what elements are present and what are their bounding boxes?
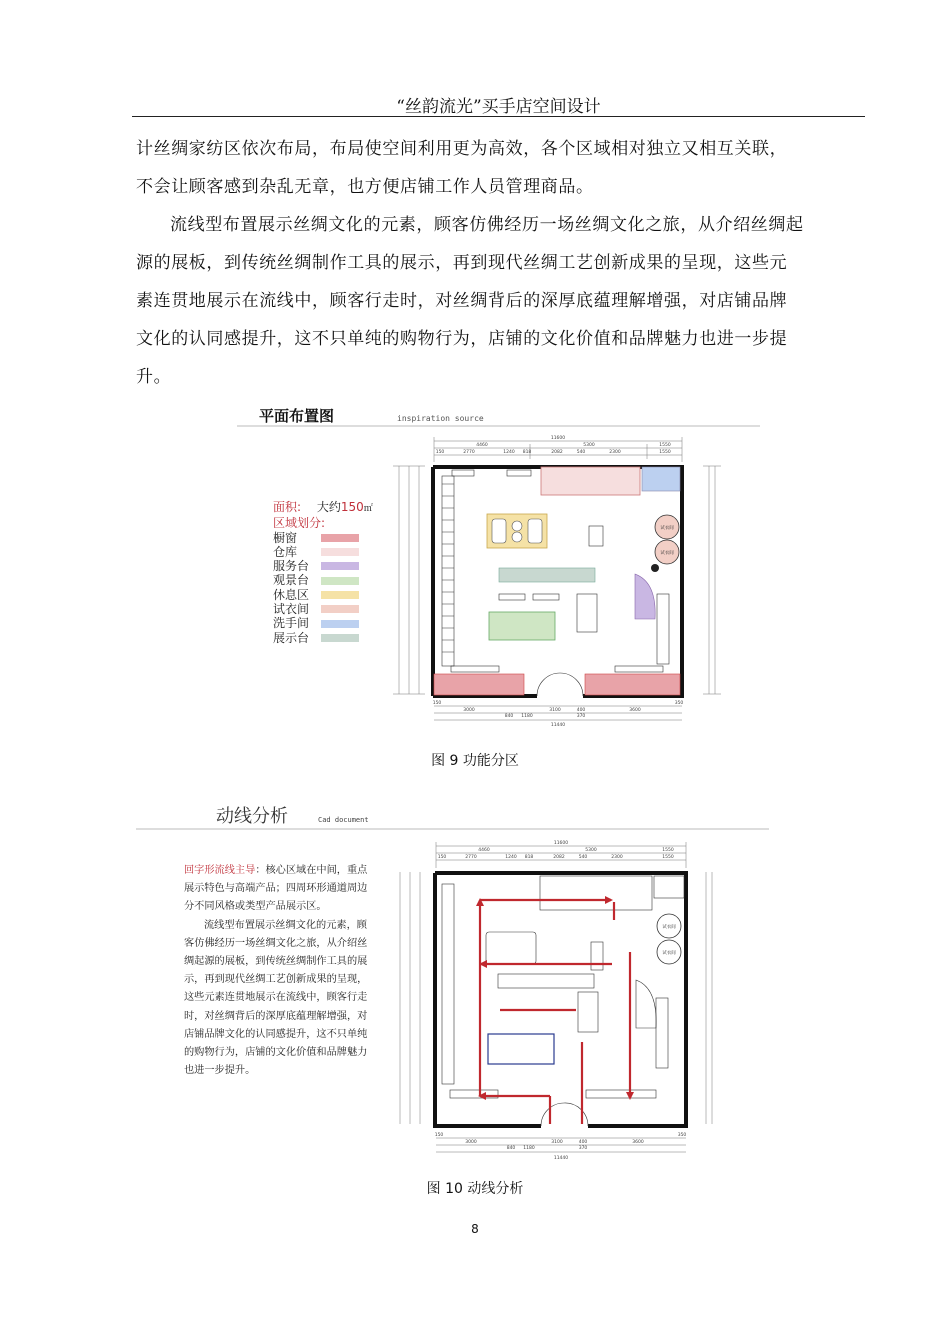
legend-item-label: 仓库 bbox=[273, 544, 298, 559]
room-label: 试衣间 bbox=[660, 551, 674, 556]
area-prefix: 大约 bbox=[316, 500, 341, 514]
dim-label: 818 bbox=[522, 450, 532, 455]
area-label: 面积: bbox=[273, 500, 302, 514]
dim-label: 3600 bbox=[632, 1140, 644, 1145]
legend-item-label: 展示台 bbox=[273, 630, 310, 645]
zone-display-table bbox=[499, 568, 595, 582]
dim-label: 11600 bbox=[553, 841, 569, 846]
dim-label: 5300 bbox=[585, 848, 597, 853]
legend-item-label: 橱窗 bbox=[273, 530, 298, 545]
room-label: 试衣间 bbox=[662, 951, 676, 956]
top-dimension-labels bbox=[436, 435, 671, 455]
lounge-seats bbox=[492, 519, 542, 543]
dim-label: 150 bbox=[435, 450, 445, 455]
paragraph-line: 不会让顾客感到杂乱无章，也方便店铺工作人员管理商品。 bbox=[136, 177, 594, 197]
legend-item bbox=[273, 602, 373, 616]
dim-label: 2300 bbox=[609, 450, 621, 455]
page-number: 8 bbox=[471, 1222, 479, 1236]
dim-label: 1550 bbox=[659, 450, 671, 455]
plant-icon bbox=[651, 564, 659, 572]
header-rule bbox=[132, 116, 865, 117]
interior-furniture bbox=[442, 876, 684, 1098]
dim-label: 11440 bbox=[550, 723, 566, 728]
paragraph-line: 素连贯地展示在流线中，顾客行走时，对丝绸背后的深厚底蕴理解增强，对店铺品牌 bbox=[136, 291, 788, 311]
dim-label: 11440 bbox=[553, 1156, 569, 1161]
dim-label: 818 bbox=[524, 855, 534, 860]
legend-swatch bbox=[321, 605, 359, 613]
figure-floor-plan-zones bbox=[237, 404, 760, 734]
paragraph-line: 源的展板，到传统丝绸制作工具的展示，再到现代丝绸工艺创新成果的呈现，这些元 bbox=[136, 253, 788, 273]
figure10-caption: 图 10 动线分析 bbox=[426, 1181, 524, 1197]
legend-item-label: 观景台 bbox=[273, 573, 310, 588]
dim-label: 3000 bbox=[463, 708, 475, 713]
legend-item-label: 服务台 bbox=[273, 559, 310, 574]
legend-swatch bbox=[321, 577, 359, 585]
zone-viewing-platform bbox=[489, 612, 555, 640]
bottom-dimension-labels bbox=[433, 700, 684, 728]
legend-swatch bbox=[321, 548, 359, 556]
zone-warehouse bbox=[541, 467, 640, 495]
dim-label: 2770 bbox=[463, 450, 475, 455]
figure9-caption: 图 9 功能分区 bbox=[431, 753, 519, 769]
dim-label: 540 bbox=[576, 450, 586, 455]
paragraph-line: 流线型布置展示丝绸文化的元素，顾客仿佛经历一场丝绸文化之旅，从介绍丝绸起 bbox=[170, 215, 804, 235]
room-label: 试衣间 bbox=[660, 526, 674, 531]
bottom-dimension-labels bbox=[435, 1132, 687, 1161]
legend-swatch bbox=[321, 534, 359, 542]
dim-label: 3000 bbox=[465, 1140, 477, 1145]
entrance-door bbox=[537, 673, 583, 696]
circulation-paths bbox=[480, 900, 630, 1124]
paragraph-line: 文化的认同感提升，这不只单纯的购物行为，店铺的文化价值和品牌魅力也进一步提 bbox=[136, 329, 788, 349]
dim-label: 350 bbox=[677, 1133, 687, 1138]
dim-label: 400 bbox=[578, 1140, 588, 1145]
dim-label: 3100 bbox=[549, 708, 561, 713]
dim-label: 370 bbox=[576, 714, 586, 719]
legend-item bbox=[273, 616, 373, 630]
dim-label: 1240 bbox=[503, 450, 515, 455]
circulation-description bbox=[184, 862, 370, 1080]
legend-item bbox=[273, 631, 373, 645]
legend-item bbox=[273, 531, 373, 545]
legend-swatch bbox=[321, 562, 359, 570]
legend-rows bbox=[273, 531, 373, 645]
dim-label: 5300 bbox=[583, 443, 595, 448]
dim-label: 1550 bbox=[659, 443, 671, 448]
dim-label: 4460 bbox=[478, 848, 490, 853]
page-header-title: “丝韵流光”买手店空间设计 bbox=[396, 97, 601, 117]
zone-window-left bbox=[434, 674, 524, 695]
circulation-arrowheads bbox=[476, 896, 634, 1100]
dim-label: 370 bbox=[578, 1146, 588, 1151]
dim-label: 2770 bbox=[465, 855, 477, 860]
circulation-lead: 回字形流线主导 bbox=[184, 865, 256, 876]
dim-label: 2082 bbox=[551, 450, 563, 455]
dim-label: 2300 bbox=[611, 855, 623, 860]
dim-label: 1240 bbox=[505, 855, 517, 860]
paragraph-1 bbox=[136, 130, 862, 206]
legend-swatch bbox=[321, 634, 359, 642]
dim-label: 540 bbox=[578, 855, 588, 860]
dim-label: 3600 bbox=[629, 708, 641, 713]
figure9-title: 平面布置图 bbox=[259, 407, 335, 425]
dim-label: 840 bbox=[504, 714, 514, 719]
dim-label: 1180 bbox=[523, 1146, 535, 1151]
zones-label: 区域划分: bbox=[273, 516, 326, 531]
circulation-p2: 流线型布置展示丝绸文化的元素，顾客仿佛经历一场丝绸文化之旅，从介绍丝绸起源的展板，到传统丝绸制作工具的展示，再到现代丝绸工艺创新成果的呈现，这些元素连贯地展示在流线中，顾客行走时，对丝绸背后的深厚底蕴理解增强，对店铺品牌文化的认同感提升，这不只单纯的购物行为，店铺的文化价值和品牌魅力也进一步提升。 bbox=[184, 919, 368, 1077]
dim-label: 1550 bbox=[662, 855, 674, 860]
legend-item bbox=[273, 545, 373, 559]
paragraph-2 bbox=[136, 206, 862, 396]
figure10-title: 动线分析 bbox=[216, 806, 288, 827]
legend-swatch bbox=[321, 591, 359, 599]
zone-window-right bbox=[585, 674, 680, 695]
area-unit: ㎡ bbox=[363, 504, 373, 514]
dim-label: 840 bbox=[506, 1146, 516, 1151]
dim-label: 11600 bbox=[550, 436, 566, 441]
legend-item-label: 试衣间 bbox=[273, 602, 310, 617]
legend-item bbox=[273, 588, 373, 602]
paragraph-line: 计丝绸家纺区依次布局，布局使空间利用更为高效，各个区域相对独立又相互关联， bbox=[136, 139, 788, 159]
legend-item bbox=[273, 559, 373, 573]
room-label: 试衣间 bbox=[662, 925, 676, 930]
figure10-subtitle: Cad document bbox=[318, 816, 369, 824]
rack-hangers bbox=[442, 484, 454, 652]
legend-swatch bbox=[321, 620, 359, 628]
top-dimension-labels bbox=[438, 840, 674, 860]
dim-label: 150 bbox=[432, 701, 442, 706]
legend-item-label: 洗手间 bbox=[273, 616, 310, 631]
circulation-p1-body: ：核心区域在中间，重点展示特色与高端产品；四周环形通道周边分不同风格或类型产品展示区。 bbox=[184, 865, 368, 913]
zone-legend bbox=[273, 500, 373, 645]
figure-circulation-analysis bbox=[136, 802, 769, 1164]
dim-label: 150 bbox=[434, 1133, 444, 1138]
legend-item-label: 休息区 bbox=[273, 587, 310, 602]
dim-label: 400 bbox=[576, 708, 586, 713]
viewing-platform-outline bbox=[488, 1034, 554, 1064]
dim-label: 1180 bbox=[521, 714, 533, 719]
dim-label: 1550 bbox=[662, 848, 674, 853]
zone-washroom bbox=[642, 467, 680, 491]
figure9-subtitle: inspiration source bbox=[397, 414, 484, 423]
paragraph-line: 升。 bbox=[136, 367, 172, 387]
zone-service-desk bbox=[635, 574, 655, 619]
area-value: 150 bbox=[340, 500, 364, 514]
dim-label: 3100 bbox=[551, 1140, 563, 1145]
dim-label: 150 bbox=[437, 855, 447, 860]
circulation-p1 bbox=[184, 862, 370, 917]
dim-label: 350 bbox=[674, 701, 684, 706]
dim-label: 4460 bbox=[476, 443, 488, 448]
outer-walls bbox=[435, 873, 686, 1126]
dim-label: 2082 bbox=[553, 855, 565, 860]
area-line bbox=[273, 500, 373, 516]
legend-item bbox=[273, 573, 373, 587]
